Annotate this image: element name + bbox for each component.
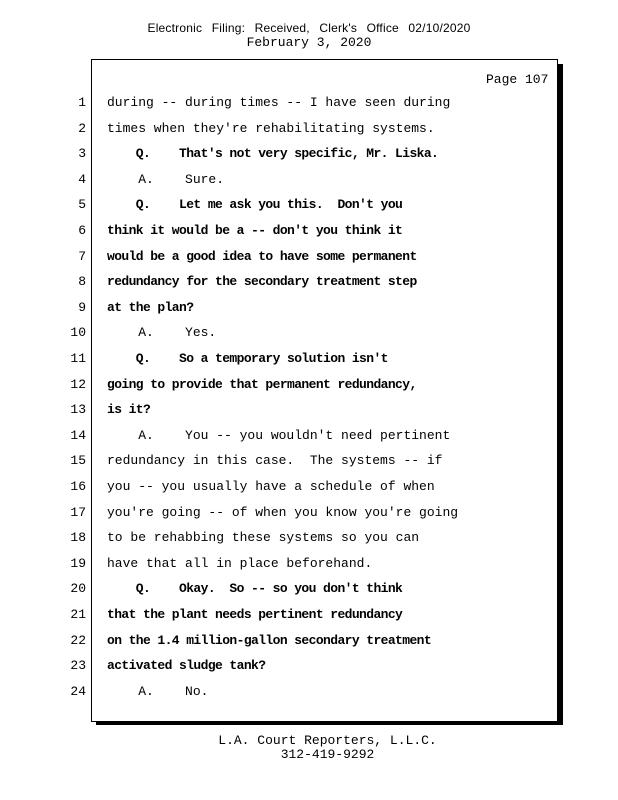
line-number: 14 — [70, 427, 86, 443]
line-text: times when they're rehabilitating systems. — [107, 120, 435, 136]
line-text: think it would be a -- don't you think it — [107, 223, 403, 238]
line-text: redundancy for the secondary treatment step — [107, 274, 417, 290]
line-number: 21 — [70, 607, 86, 622]
page-label: Page 107 — [486, 72, 549, 87]
line-number: 8 — [78, 274, 86, 290]
line-text: Q. That's not very specific, Mr. Liska. — [107, 146, 439, 162]
line-number: 1 — [78, 95, 86, 110]
line-number: 11 — [70, 351, 86, 366]
line-number: 23 — [70, 658, 86, 674]
line-number: 13 — [70, 402, 86, 418]
line-number: 9 — [78, 299, 86, 315]
line-number: 6 — [78, 223, 86, 238]
line-number: 5 — [78, 197, 86, 213]
line-number: 19 — [70, 555, 86, 571]
line-text: A. You -- you wouldn't need pertinent — [107, 427, 451, 443]
line-text: you're going -- of when you know you're going — [107, 504, 459, 520]
line-text: have that all in place beforehand. — [107, 555, 373, 571]
line-text: A. No. — [107, 683, 209, 699]
line-text: on the 1.4 million-gallon secondary treatment — [107, 632, 432, 648]
line-number: 17 — [70, 504, 86, 520]
line-number: 18 — [70, 530, 86, 546]
line-text: redundancy in this case. The systems -- if — [107, 453, 443, 469]
line-text: is it? — [107, 402, 151, 418]
line-text: you -- you usually have a schedule of when — [107, 479, 435, 494]
filing-stamp: Electronic Filing: Received, Clerk's Office 02/10/2020 — [147, 21, 471, 35]
line-text: going to provide that permanent redundancy, — [107, 376, 417, 392]
line-number: 20 — [70, 581, 86, 597]
line-number: 7 — [78, 248, 86, 264]
footer-company: L.A. Court Reporters, L.L.C. — [218, 733, 437, 748]
footer-phone: 312-419-9292 — [280, 747, 375, 762]
line-text: A. Sure. — [107, 171, 225, 187]
line-text: during -- during times -- I have seen during — [107, 95, 451, 110]
line-text: Q. Okay. So -- so you don't think — [107, 581, 403, 597]
line-text: to be rehabbing these systems so you can — [107, 530, 420, 546]
header-date: February 3, 2020 — [246, 35, 372, 50]
line-number: 3 — [78, 146, 86, 162]
line-number: 15 — [70, 453, 86, 469]
line-text: activated sludge tank? — [107, 658, 266, 674]
line-number: 22 — [70, 632, 86, 648]
line-number: 4 — [78, 171, 86, 187]
line-number: 10 — [70, 325, 86, 341]
line-number: 2 — [78, 120, 86, 136]
line-text: Q. Let me ask you this. Don't you — [107, 197, 403, 213]
line-text: that the plant needs pertinent redundancy — [107, 607, 403, 622]
line-number: 12 — [70, 376, 86, 392]
line-text: Q. So a temporary solution isn't — [107, 351, 388, 366]
line-text: A. Yes. — [107, 325, 217, 341]
line-text: would be a good idea to have some permanent — [107, 248, 417, 264]
line-number: 24 — [70, 683, 86, 699]
line-text: at the plan? — [107, 299, 194, 315]
line-number: 16 — [70, 479, 86, 494]
